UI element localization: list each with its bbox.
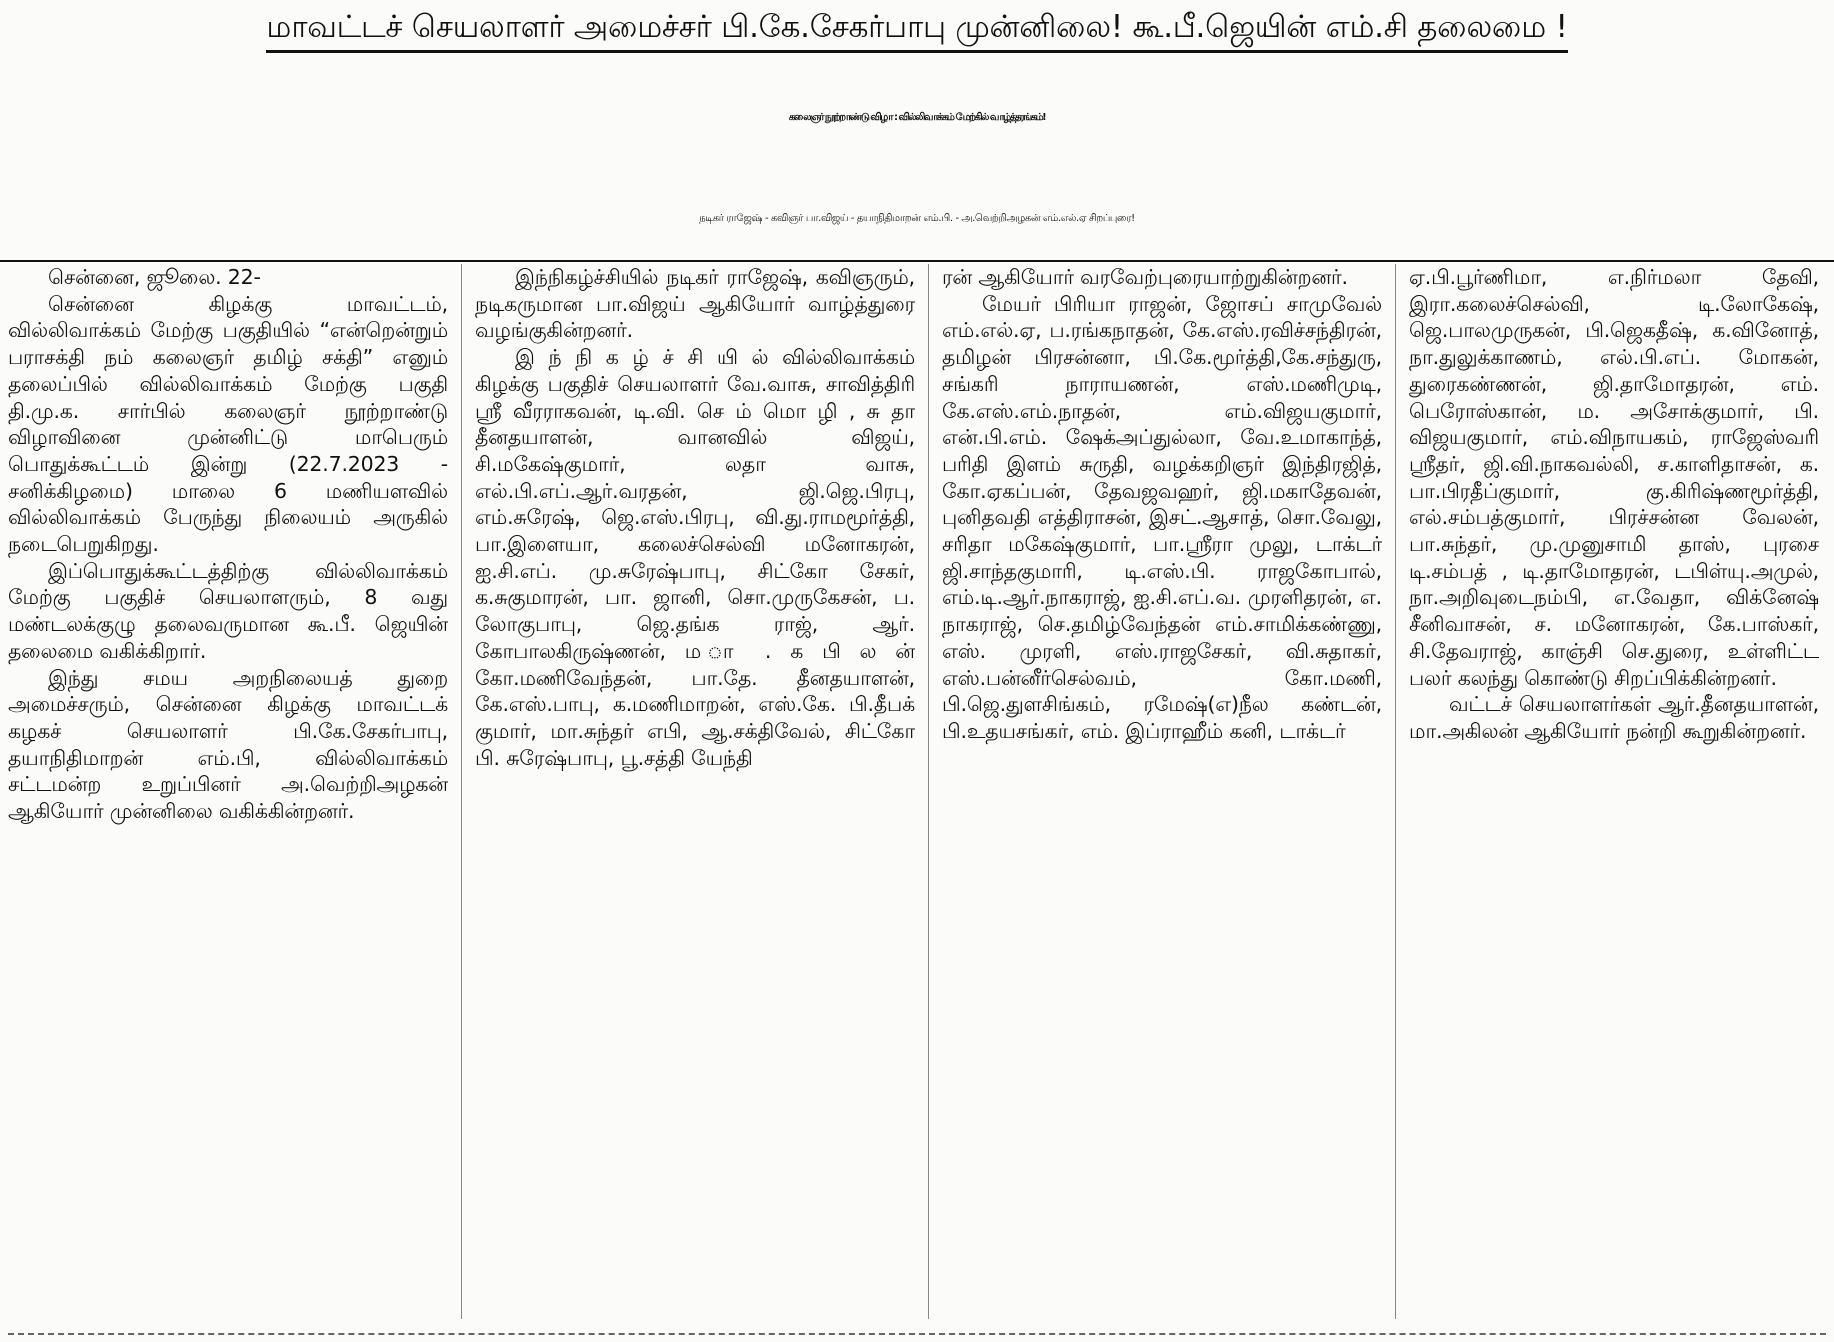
paragraph: இந்நிகழ்ச்சியில் நடிகர் ராஜேஷ், கவிஞரும், நடிகருமான பா.விஜய் ஆகியோர் வாழ்த்துரை வழங்குகின்றனர்.: [475, 265, 915, 343]
paragraph: மேயர் பிரியா ராஜன், ஜோசப் சாமுவேல் எம்.எல்.ஏ, ப.ரங்கநாதன், கே.எஸ்.ரவிச்சந்திரன், தமிழன் பிரசன்னா, பி.கே.மூர்த்தி,கே.சந்துரு, சங்கரி நாராயணன், எஸ்.மணிமுடி, கே.எஸ்.எம்.நாதன், எம்.விஜயகுமார், என்.பி.எம். ஷேக்அப்துல்லா, வே.உமாகாந்த், பரிதி இளம் சுருதி, வழக்கறிஞர் இந்திரஜித், கோ.ஏகப்பன், தேவஜவஹர், ஜி.மகாதேவன், புனிதவதி எத்திராசன், இசட்.ஆசாத், சொ.வேலு, சரிதா மகேஷ்குமார், பா.ஸ்ரீரா முலு, டாக்டர் ஜி.சாந்தகுமாரி, டி.எஸ்.பி. ராஜகோபால், எம்.டி.ஆர்.நாகராஜ், ஐ.சி.எப்.வ. முரளிதரன், எ. நாகராஜ், செ.தமிழ்வேந்தன் எம்.சாமிக்கண்ணு, எஸ். முரளி, எஸ்.ராஜசேகர், வி.சுதாகர், எஸ்.பன்னீர்செல்வம், கோ.மணி, பி.ஜெ.துளசிங்கம், ரமேஷ்(எ)நீல கண்டன், பி.உதயசங்கர், எம். இப்ராஹீம் கனி, டாக்டர்: [942, 291, 1382, 743]
column-2: [475, 264, 915, 1324]
paragraph: இந்து சமய அறநிலையத் துறை அமைச்சரும், சென்னை கிழக்கு மாவட்டக் கழகச் செயலாளர் பி.கே.சேகர்பாபு, தயாநிதிமாறன் எம்.பி, வில்லிவாக்கம் சட்டமன்ற உறுப்பினர் அ.வெற்றிஅழகன் ஆகியோர் முன்னிலை வகிக்கின்றனர்.: [8, 665, 448, 824]
paragraph: வட்டச் செயலாளர்கள் ஆர்.தீனதயாளன், மா.அகிலன் ஆகியோர் நன்றி கூறுகின்றனர்.: [1409, 692, 1819, 743]
column-1: [8, 264, 448, 1324]
column-4: [1409, 264, 1819, 1324]
subheadline: நடிகர் ராஜேஷ் - கவிஞர் பா.விஜய் - தயாநிதிமாறன் எம்.பி. - அ.வெற்றிஅழகன் எம்.எல்.ஏ சிறப்புரை!: [0, 178, 1834, 262]
dateline: சென்னை, ஜூலை. 22-: [48, 265, 261, 289]
paragraph-continued: ஏ.பி.பூர்ணிமா, எ.நிர்மலா தேவி, இரா.கலைச்செல்வி, டி.லோகேஷ், ஜெ.பாலமுருகன், பி.ஜெகதீஷ், க.வினோத், நா.துலுக்காணம், எல்.பி.எப். மோகன், துரைகண்ணன், ஜி.தாமோதரன், எம். பெரோஸ்கான், ம. அசோக்குமார், பி. விஜயகுமார், எம்.விநாயகம், ராஜேஸ்வரி ஸ்ரீதர், ஜி.வி.நாகவல்லி, ச.காளிதாசன், க. பா.பிரதீப்குமார், கு.கிரிஷ்ணமூர்த்தி, எல்.சம்பத்குமார், பிரச்சன்ன வேலன், பா.சுந்தர், மு.முனுசாமி தாஸ், புரசை டி.சம்பத் , டி.தாமோதரன், டபிள்யு.அமுல், நா.அறிவுடைநம்பி, எ.வேதா, விக்னேஷ் சீனிவாசன், ச. மனோகரன், கே.பாஸ்கர், சி.தேவராஜ், காஞ்சி செ.துரை, உள்ளிட்ட பலர் கலந்து கொண்டு சிறப்பிக்கின்றனர்.: [1409, 265, 1819, 690]
column-divider: [1395, 264, 1396, 1319]
bottom-dashed-rule: [8, 1333, 1826, 1335]
paragraph-continued: ரன் ஆகியோர் வரவேற்புரையாற்றுகின்றனர்.: [942, 265, 1348, 289]
paragraph: இப்பொதுக்கூட்டத்திற்கு வில்லிவாக்கம் மேற்கு பகுதிச் செயலாளரும், 8 வது மண்டலக்குழு தலைவருமான கூ.பீ. ஜெயின் தலைமை வகிக்கிறார்.: [8, 558, 448, 663]
kicker-text: மாவட்டச் செயலாளர் அமைச்சர் பி.கே.சேகர்பாபு முன்னிலை! கூ.பீ.ஜெயின் எம்.சி தலைமை !: [266, 4, 1567, 53]
kicker-line: [0, 0, 1834, 58]
column-3: [942, 264, 1382, 1324]
paragraph: சென்னை கிழக்கு மாவட்டம், வில்லிவாக்கம் மேற்கு பகுதியில் “என்றென்றும் பராசக்தி நம் கலைஞர் தமிழ் சக்தி” எனும் தலைப்பில் வில்லிவாக்கம் மேற்கு பகுதி தி.மு.க. சார்பில் கலைஞர் நூற்றாண்டு விழாவினை முன்னிட்டு மாபெரும் பொதுக்கூட்டம் இன்று (22.7.2023 - சனிக்கிழமை) மாலை 6 மணியளவில் வில்லிவாக்கம் பேருந்து நிலையம் அருகில் நடைபெறுகிறது.: [8, 291, 448, 557]
paragraph: இ ந் நி க ழ் ச் சி யி ல் வில்லிவாக்கம் கிழக்கு பகுதிச் செயலாளர் வே.வாசு, சாவித்திரி ஸ்ரீ வீரராகவன், டி.வி. செ ம் மொ ழி , சு தா தீனதயாளன், வானவில் விஜய், சி.மகேஷ்குமார், லதா வாசு, எல்.பி.எப்.ஆர்.வரதன், ஜி.ஜெ.பிரபு, எம்.சுரேஷ், ஜெ.எஸ்.பிரபு, வி.து.ராமமூர்த்தி, பா.இளையா, கலைச்செல்வி மனோகரன், ஐ.சி.எப். மு.சுரேஷ்பாபு, சிட்கோ சேகர், க.சுகுமாரன், பா. ஜானி, சொ.முருகேசன், ப. லோகுபாபு, ஜெ.தங்க ராஜ், ஆர். கோபாலகிருஷ்ணன், ம ா . க பி ல ன் கோ.மணிவேந்தன், பா.தே. தீனதயாளன், கே.எஸ்.பாபு, க.மணிமாறன், எஸ்.கே. பி.தீபக் குமார், மா.சுந்தர் எபி, ஆ.சக்திவேல், சிட்கோ பி. சுரேஷ்பாபு, பூ.சத்தி யேந்தி: [475, 345, 915, 770]
headline: கலைஞர் நூற்றாண்டு விழா : வில்லிவாக்கம் மேற்கில் வாழ்த்தரங்கம்!: [788, 112, 1046, 123]
column-divider: [461, 264, 462, 1319]
article-body: [8, 264, 1826, 1329]
column-divider: [928, 264, 929, 1319]
